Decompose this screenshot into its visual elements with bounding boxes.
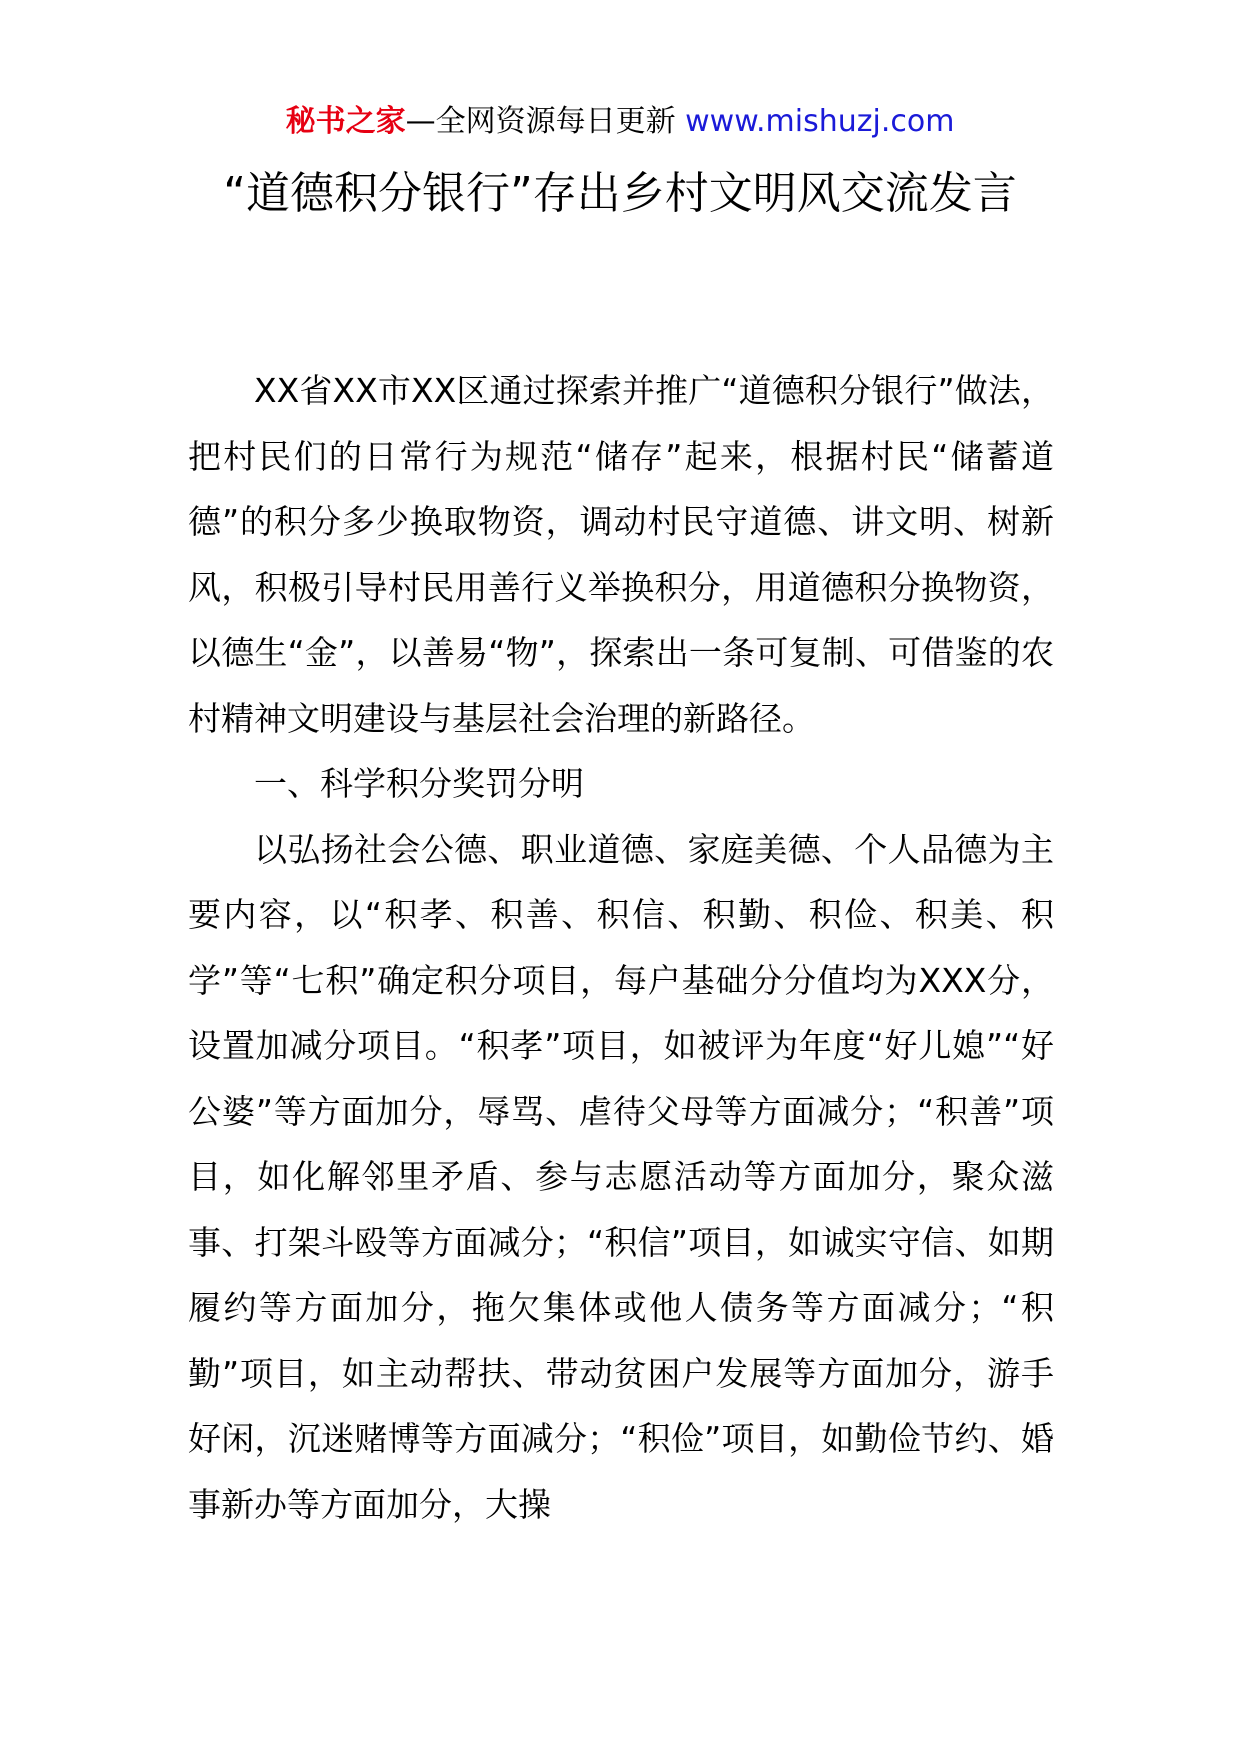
header-tagline: —全网资源每日更新	[405, 104, 676, 139]
brand-name: 秘书之家	[285, 104, 406, 139]
section-heading: 一、科学积分奖罚分明	[254, 764, 584, 803]
page-header	[0, 100, 1240, 144]
intro-paragraph: XX省XX市XX区通过探索并推广“道德积分银行”做法，把村民们的日常行为规范“储存”起来，根据村民“储蓄道德”的积分多少换取物资，调动村民守道德、讲文明、树新风，积极引导村民用善行义举换积分，用道德积分换物资，以德生“金”，以善易“物”，探索出一条可复制、可借鉴的农村精神文明建设与基层社会治理的新路径。	[188, 371, 1054, 738]
document-title: “道德积分银行”存出乡村文明风交流发言	[223, 168, 1017, 219]
site-url-link[interactable]: www.mishuzj.com	[685, 104, 955, 139]
body-paragraph: 以弘扬社会公德、职业道德、家庭美德、个人品德为主要内容，以“积孝、积善、积信、积勤、积俭、积美、积学”等“七积”确定积分项目，每户基础分分值均为XXX分，设置加减分项目。“积孝”项目，如被评为年度“好儿媳”“好公婆”等方面加分，辱骂、虐待父母等方面减分；“积善”项目，如化解邻里矛盾、参与志愿活动等方面加分，聚众滋事、打架斗殴等方面减分；“积信”项目，如诚实守信、如期履约等方面加分，拖欠集体或他人债务等方面减分；“积勤”项目，如主动帮扶、带动贫困户发展等方面加分，游手好闲，沉迷赌博等方面减分；“积俭”项目，如勤俭节约、婚事新办等方面加分，大操	[188, 829, 1055, 1524]
document-body	[188, 358, 1054, 1537]
